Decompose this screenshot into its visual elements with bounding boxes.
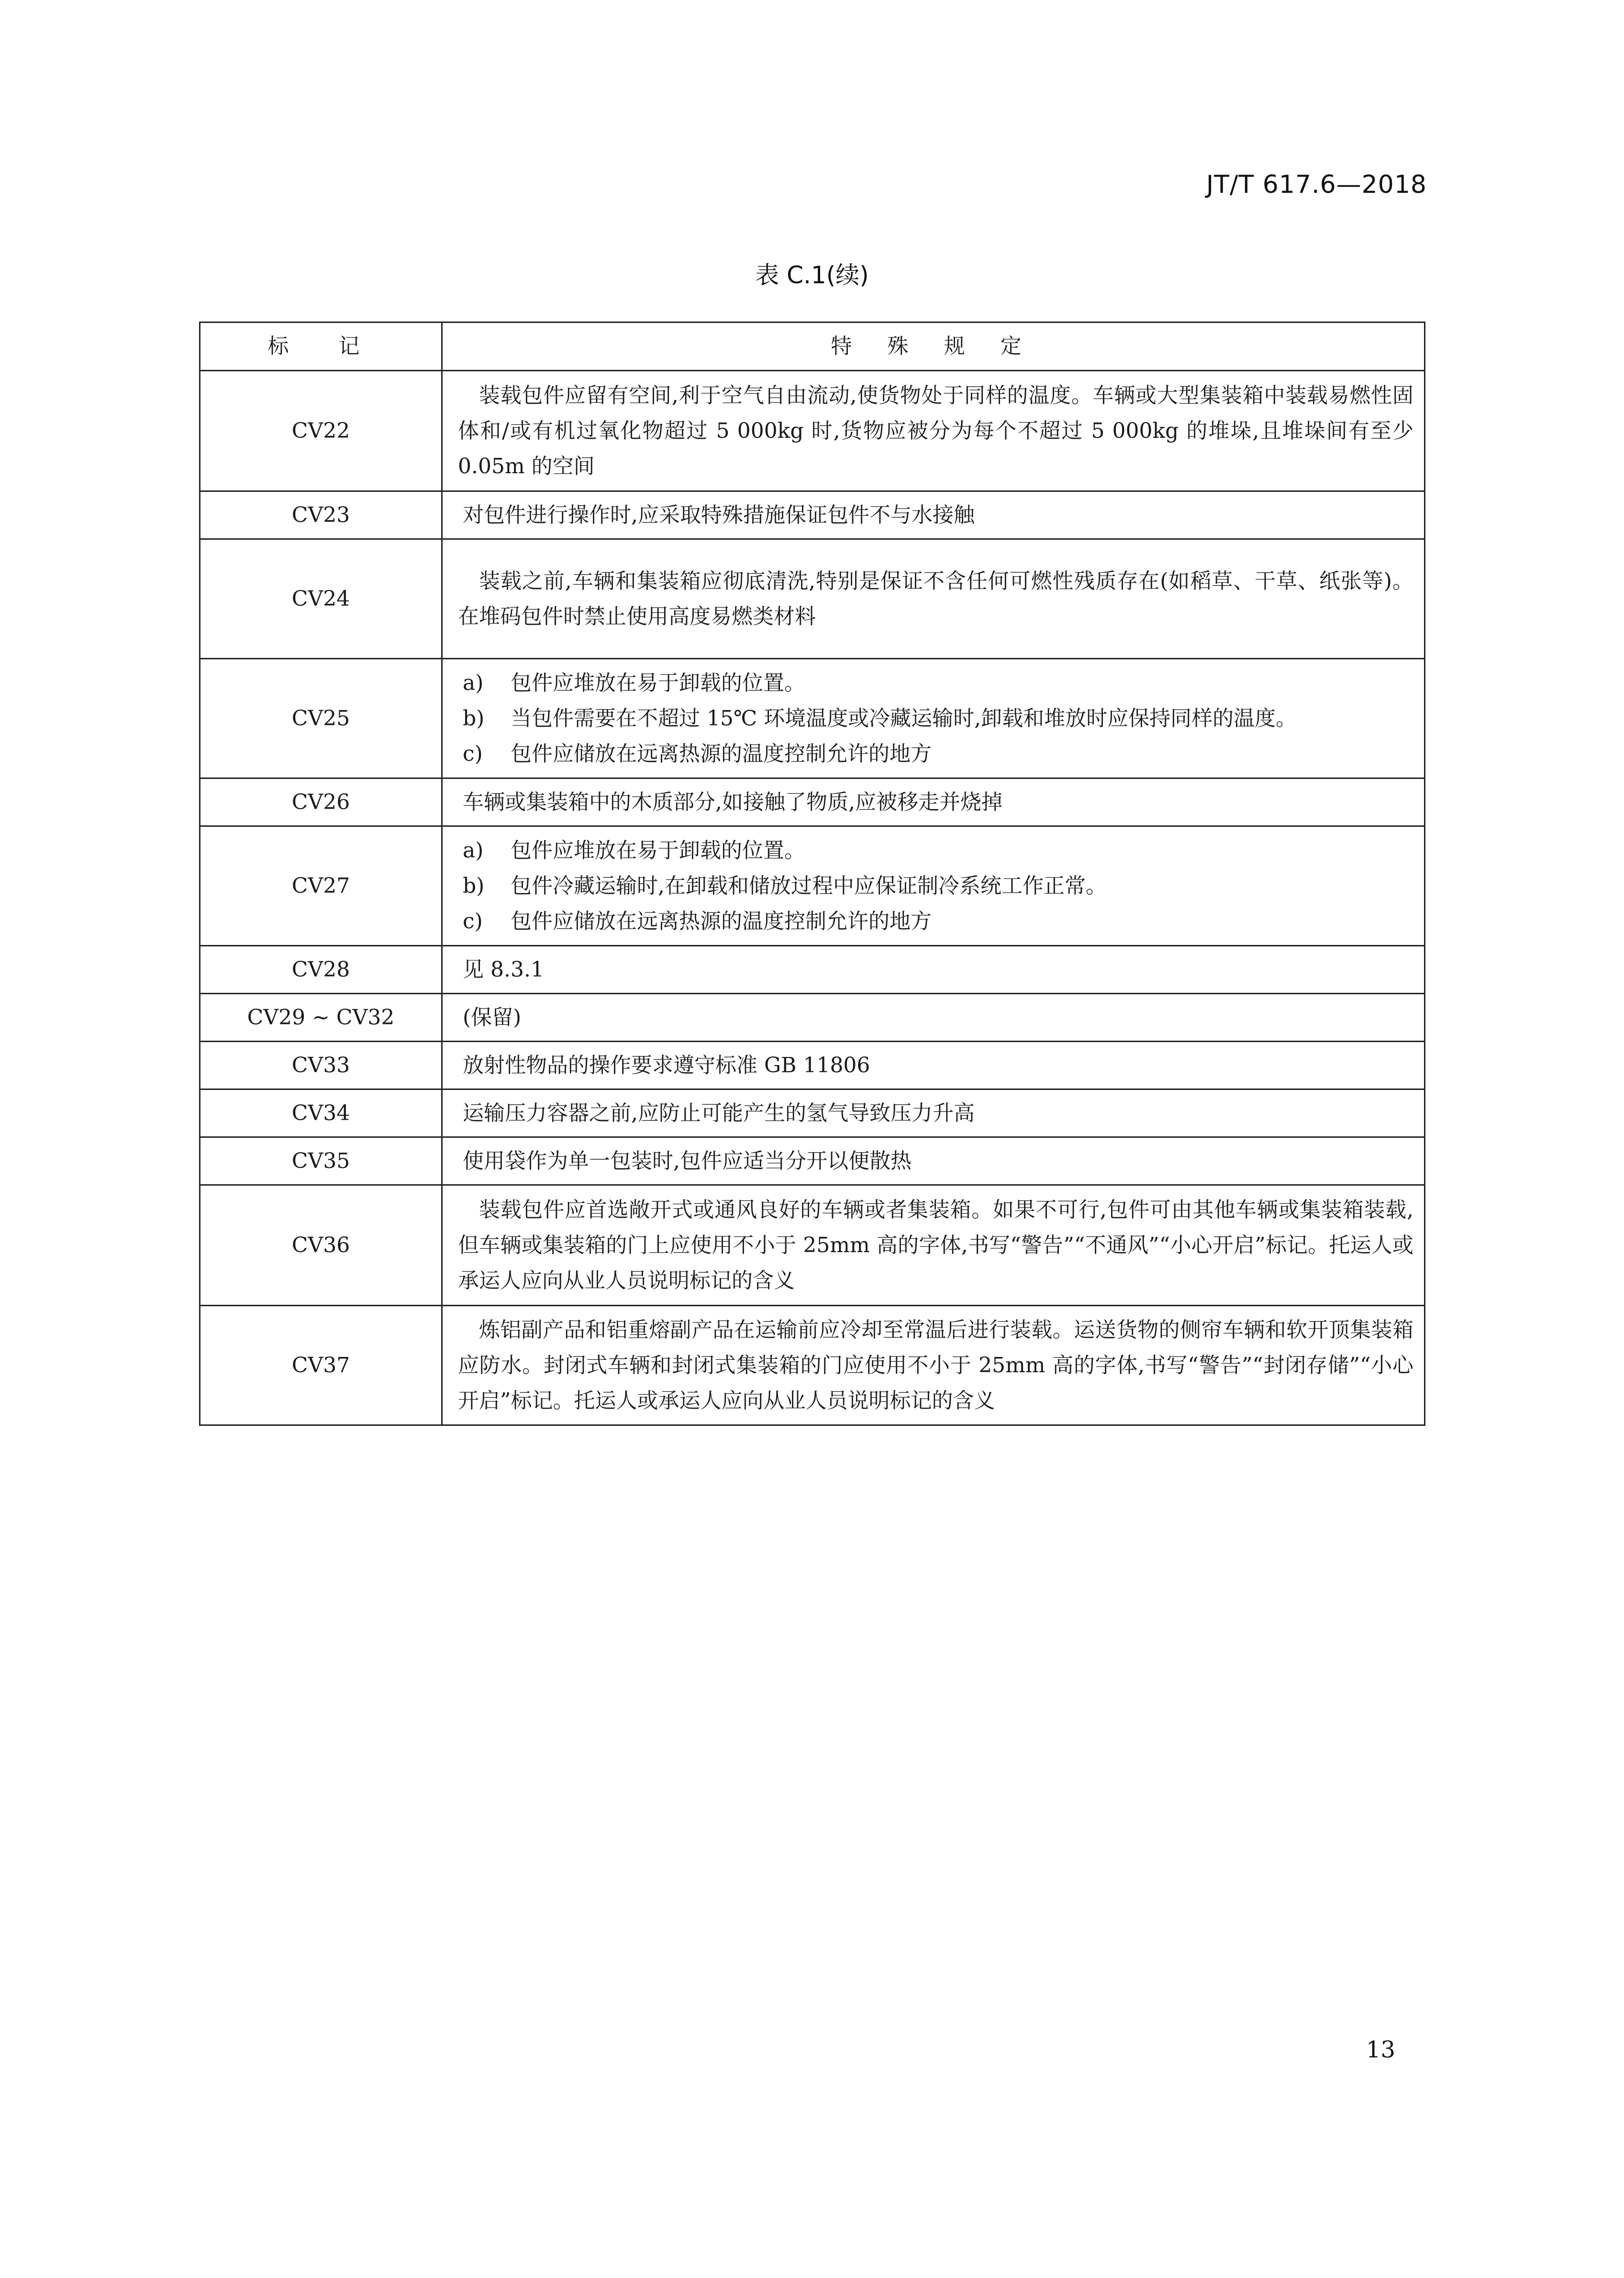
table-header-row [200, 322, 1425, 371]
table-row [200, 539, 1425, 659]
special-provisions-table [199, 322, 1425, 1426]
row-mark: CV23 [200, 491, 442, 539]
row-mark: CV26 [200, 778, 442, 826]
rule-paragraph: 装载之前,车辆和集装箱应彻底清洗,特别是保证不含任何可燃性残质存在(如稻草、干草、纸张等)。在堆码包件时禁止使用高度易燃类材料 [458, 568, 1413, 629]
rule-item [458, 736, 1413, 772]
row-mark: CV24 [200, 539, 442, 659]
item-text: 包件应储放在远离热源的温度控制允许的地方 [511, 741, 932, 766]
table-row [200, 1089, 1425, 1137]
row-mark: CV34 [200, 1089, 442, 1137]
row-rule [442, 491, 1425, 539]
table-row [200, 1137, 1425, 1185]
item-label: c) [463, 741, 483, 766]
row-rule [442, 659, 1425, 778]
row-mark: CV36 [200, 1185, 442, 1306]
rule-item [458, 868, 1413, 904]
rule-paragraph: 装载包件应首选敞开式或通风良好的车辆或者集装箱。如果不可行,包件可由其他车辆或集装箱装载,但车辆或集装箱的门上应使用不小于 25mm 高的字体,书写“警告”“不通风”“小心开启”标记。托运人或承运人应向从业人员说明标记的含义 [458, 1197, 1413, 1293]
row-rule [442, 371, 1425, 491]
rule-text: 见 8.3.1 [463, 957, 544, 982]
row-rule [442, 1137, 1425, 1185]
row-rule [442, 994, 1425, 1042]
row-rule [442, 946, 1425, 994]
table-row [200, 826, 1425, 946]
rule-item [458, 904, 1413, 939]
table-row [200, 994, 1425, 1042]
rule-item [458, 701, 1413, 736]
row-mark: CV37 [200, 1306, 442, 1425]
column-header-mark: 标 记 [200, 322, 442, 371]
item-text: 包件应堆放在易于卸载的位置。 [511, 670, 805, 695]
table-row [200, 491, 1425, 539]
row-rule [442, 1042, 1425, 1089]
row-rule [442, 539, 1425, 659]
row-mark: CV33 [200, 1042, 442, 1089]
rule-paragraph: 炼铝副产品和铝重熔副产品在运输前应冷却至常温后进行装载。运送货物的侧帘车辆和软开顶集装箱应防水。封闭式车辆和封闭式集装箱的门应使用不小于 25mm 高的字体,书写“警告”“封闭存储”“小心开启”标记。托运人或承运人应向从业人员说明标记的含义 [458, 1317, 1413, 1413]
item-label: b) [463, 706, 485, 731]
row-mark: CV29 ~ CV32 [200, 994, 442, 1042]
rule-text: 运输压力容器之前,应防止可能产生的氢气导致压力升高 [463, 1100, 975, 1125]
page-number: 13 [1366, 2036, 1395, 2063]
item-label: a) [463, 670, 484, 695]
row-rule [442, 778, 1425, 826]
item-label: c) [463, 909, 483, 933]
table-row [200, 1306, 1425, 1425]
item-label: b) [463, 873, 485, 898]
rule-text: 放射性物品的操作要求遵守标准 GB 11806 [463, 1053, 870, 1078]
row-rule [442, 1089, 1425, 1137]
rule-text: 使用袋作为单一包装时,包件应适当分开以便散热 [463, 1148, 912, 1173]
item-text: 当包件需要在不超过 15℃ 环境温度或冷藏运输时,卸载和堆放时应保持同样的温度。 [511, 706, 1297, 731]
row-rule [442, 1185, 1425, 1306]
row-mark: CV25 [200, 659, 442, 778]
rule-item [458, 833, 1413, 868]
column-header-rule: 特 殊 规 定 [442, 322, 1425, 371]
row-mark: CV27 [200, 826, 442, 946]
item-text: 包件应堆放在易于卸载的位置。 [511, 838, 805, 863]
rule-text: (保留) [463, 1005, 522, 1030]
rule-paragraph: 装载包件应留有空间,利于空气自由流动,使货物处于同样的温度。车辆或大型集装箱中装载易燃性固体和/或有机过氧化物超过 5 000kg 时,货物应被分为每个不超过 5 000kg 的堆垛,且堆垛间有至少 0.05m 的空间 [458, 383, 1413, 478]
row-rule [442, 826, 1425, 946]
rule-text: 车辆或集装箱中的木质部分,如接触了物质,应被移走并烧掉 [463, 789, 1002, 814]
rule-item [458, 666, 1413, 701]
row-mark: CV28 [200, 946, 442, 994]
rule-text: 对包件进行操作时,应采取特殊措施保证包件不与水接触 [463, 502, 975, 527]
table-row [200, 1042, 1425, 1089]
table-row [200, 778, 1425, 826]
item-label: a) [463, 838, 484, 863]
standard-number: JT/T 617.6—2018 [1206, 170, 1427, 199]
table-row [200, 659, 1425, 778]
item-text: 包件冷藏运输时,在卸载和储放过程中应保证制冷系统工作正常。 [511, 873, 1107, 898]
row-mark: CV22 [200, 371, 442, 491]
row-mark: CV35 [200, 1137, 442, 1185]
table-row [200, 946, 1425, 994]
table-row [200, 371, 1425, 491]
table-title: 表 C.1(续) [755, 261, 869, 289]
item-text: 包件应储放在远离热源的温度控制允许的地方 [511, 909, 932, 933]
table-row [200, 1185, 1425, 1306]
row-rule [442, 1306, 1425, 1425]
